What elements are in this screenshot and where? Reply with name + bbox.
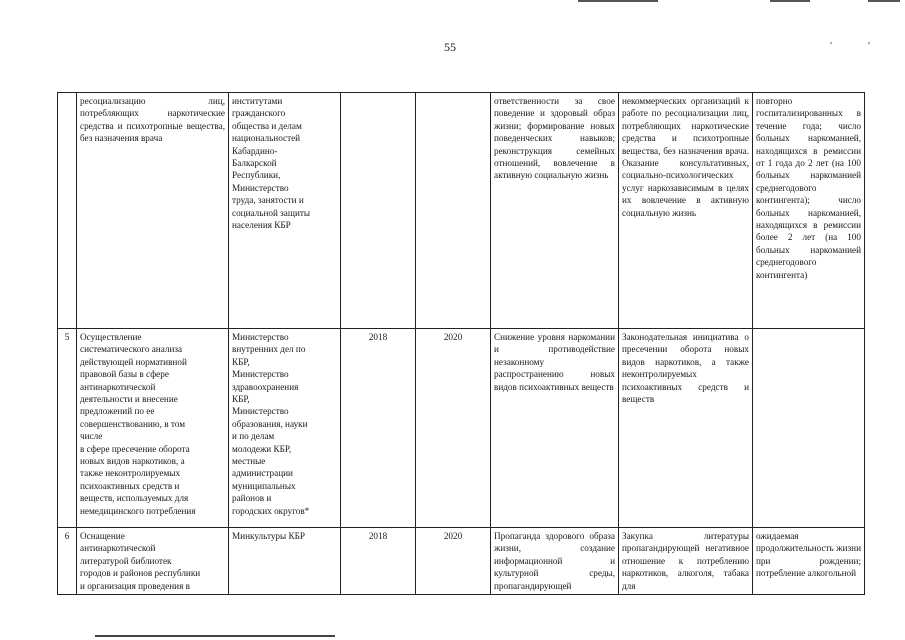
measure-cell: Осуществление систематического анализа действующей нормативной правовой базы в сфере антинаркотической деятельности и внесение предложений по ее совершенствованию, в том числе в сфере пресечение оборота новых видов наркотиков, а также неконтролируемых психоактивных средств и веществ, используемых для немедицинского потребления [77, 329, 229, 528]
start-year-cell [341, 93, 416, 329]
scan-mark: ' [868, 40, 870, 52]
start-year-cell: 2018 [341, 329, 416, 528]
executors-cell: институтами гражданского общества и делам национальностей Кабардино- Балкарской Республики, Министерство труда, занятости и социальной защиты населения КБР [229, 93, 341, 329]
row-number-cell: 6 [58, 528, 77, 595]
measure-cell: ресоциализацию лиц, потребляющих наркотические средства и психотропные вещества, без назначения врача [77, 93, 229, 329]
indicator-cell: ожидаемая продолжительность жизни при рождении; потребление алкогольной [753, 528, 865, 595]
indicator-cell: повторно госпитализированных в течение года; число больных наркоманией, находящихся в ремиссии от 1 года до 2 лет (на 100 больных наркоманией среднегодового контингента); число больных наркоманией, находящихся в ремиссии более 2 лет (на 100 больных наркоманией среднегодового контингента) [753, 93, 865, 329]
table-row [58, 93, 865, 329]
measure-cell: Оснащение антинаркотической литературой библиотек городов и районов республики и организация проведения в [77, 528, 229, 595]
row-number-cell [58, 93, 77, 329]
expected-result-cell: Снижение уровня наркомании и противодействие незаконному распространению новых видов психоактивных веществ [491, 329, 619, 528]
content-cell: некоммерческих организаций к работе по ресоциализации лиц, потребляющих наркотические средства и психотропные вещества, без назначения врача. Оказание консультативных, социально-психологических услуг наркозависимым в целях их вовлечение в активную социальную жизнь [619, 93, 753, 329]
end-year-cell: 2020 [416, 329, 491, 528]
scan-bottom-edge-line [95, 635, 335, 637]
end-year-cell: 2020 [416, 528, 491, 595]
expected-result-cell: ответственности за свое поведение и здоровый образ жизни; формирование новых поведенческих навыков; реконструкция семейных отношений, вовлечение в активную социальную жизнь [491, 93, 619, 329]
measures-table [57, 92, 865, 595]
scan-mark: ' [830, 40, 832, 52]
page-number: 55 [444, 40, 456, 54]
start-year-cell: 2018 [341, 528, 416, 595]
executors-cell: Министерство внутренних дел по КБР, Министерство здравоохранения КБР, Министерство образования, науки и по делам молодежи КБР, местные администрации муниципальных районов и городских округов* [229, 329, 341, 528]
table-row [58, 528, 865, 595]
expected-result-cell: Пропаганда здорового образа жизни, создание информационной и культурной среды, пропагандирующей [491, 528, 619, 595]
scan-top-edge-line-right [770, 0, 810, 2]
scan-top-edge-line-far [868, 0, 900, 2]
content-cell: Закупка литературы пропагандирующей негативное отношение к потреблению наркотиков, алкоголя, табака для [619, 528, 753, 595]
row-number-cell: 5 [58, 329, 77, 528]
table-row [58, 329, 865, 528]
end-year-cell [416, 93, 491, 329]
indicator-cell [753, 329, 865, 528]
executors-cell: Минкультуры КБР [229, 528, 341, 595]
scan-top-edge-line [578, 0, 658, 2]
content-cell: Законодательная инициатива о пресечении оборота новых видов наркотиков, а также неконтролируемых психоактивных средств и веществ [619, 329, 753, 528]
